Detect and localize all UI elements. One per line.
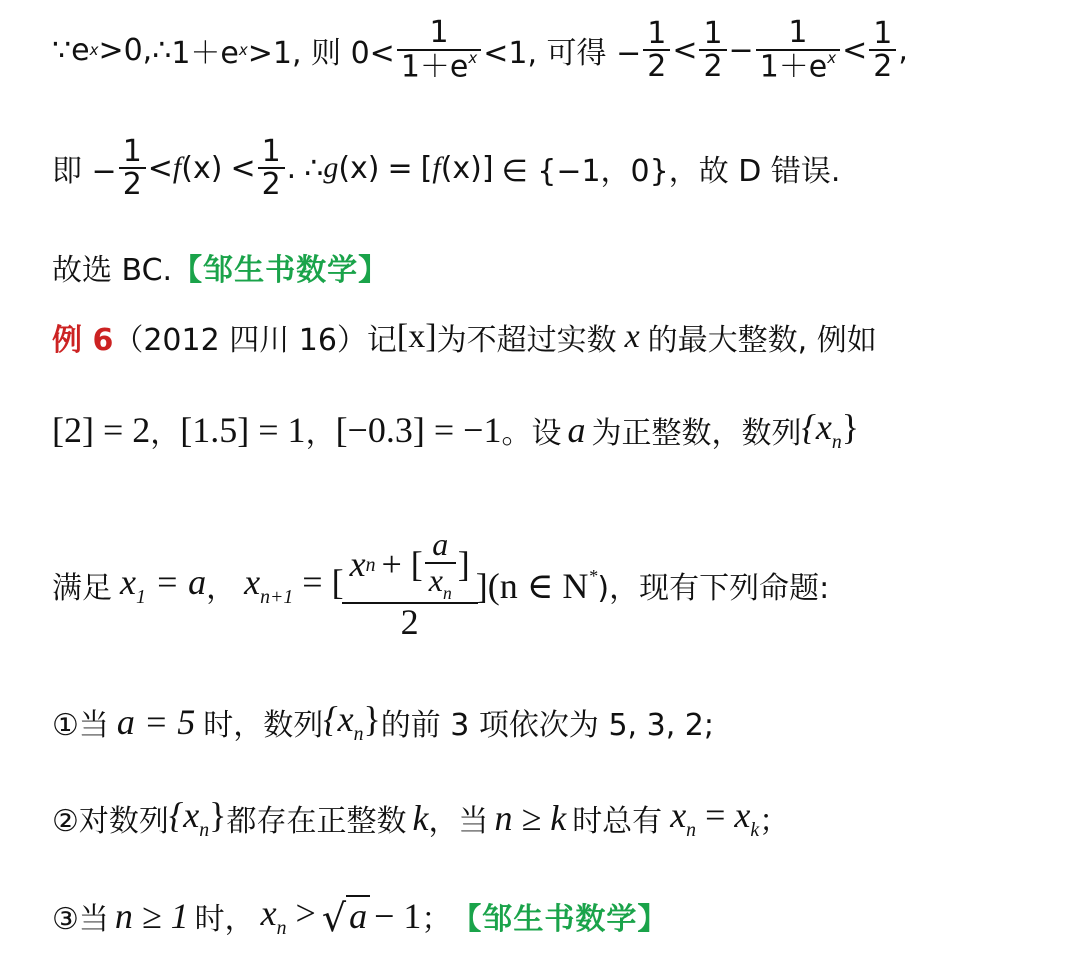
fraction-half [643, 15, 670, 84]
less-than: < [230, 150, 256, 186]
subscript-1: 1 [135, 585, 146, 608]
fraction-denominator [425, 562, 456, 602]
floor-x: [x] [396, 318, 437, 355]
set-membership-text: ∈ {−1，0}，故 D 错误. [501, 154, 841, 189]
line-3 [52, 245, 389, 289]
arg-x: (x) [440, 150, 482, 186]
text: 时，数列 [203, 708, 324, 743]
text-lt1: <1, 可得 − [483, 36, 642, 71]
text: 时总有 [572, 804, 663, 839]
line-7 [52, 694, 714, 750]
var-x: x [260, 893, 277, 934]
fraction-half [258, 133, 285, 202]
text-one-plus-e: 1＋e [171, 36, 239, 71]
var-x: x [244, 562, 261, 603]
subscript-n: n [199, 818, 210, 841]
less-than: < [842, 32, 868, 68]
eq-a: = a [154, 562, 207, 603]
subscript-k: k [750, 818, 760, 841]
equals: = [387, 150, 413, 186]
var-x: x [349, 544, 366, 585]
fraction-numerator: 1 [703, 15, 723, 51]
separator: ， [305, 416, 336, 451]
var-a: a [432, 526, 449, 563]
text: 的前 3 项依次为 5, 3, 2; [380, 708, 714, 743]
var-x: x [670, 795, 687, 836]
proposition-1: ①当 [52, 708, 109, 743]
exponent-x: x [827, 48, 837, 67]
closing-expr: ](n ∈ N [475, 566, 589, 606]
separator: ， [150, 416, 181, 451]
fraction-denominator [756, 49, 840, 83]
therefore-symbol: ∴ [304, 150, 324, 186]
arg-x: (x) [338, 150, 380, 186]
fraction-denominator: 2 [119, 167, 146, 201]
greater-than: > [295, 893, 316, 934]
example-source: （2012 四川 16）记 [113, 323, 397, 358]
text: 都存在正整数 [226, 804, 407, 839]
fraction-half [119, 133, 146, 202]
less-than: < [147, 150, 173, 186]
period: . [286, 150, 297, 186]
subscript-n: n [442, 582, 452, 603]
semicolon: ； [421, 902, 452, 937]
line-1 [52, 10, 908, 90]
fraction-1-over-1-plus-ex [397, 17, 481, 83]
var-a: a [567, 410, 586, 450]
var-x: x [624, 318, 640, 355]
text-gt1: >1, 则 0< [247, 36, 395, 71]
example-floor-1-5: [1.5] = 1 [180, 410, 306, 450]
text: 为正整数，数列 [591, 416, 802, 451]
denominator-text: 1＋e [759, 49, 828, 85]
subscript-n: n [831, 430, 842, 453]
example-label: 例 6 [52, 323, 114, 358]
exponent-x: x [89, 41, 99, 59]
therefore-symbol: ∴ [152, 32, 172, 68]
line-9 [52, 886, 668, 946]
subscript-n: n [353, 722, 364, 745]
var-x: x [428, 561, 443, 598]
text: 为不超过实数 [436, 323, 617, 358]
minus-one: − 1 [374, 896, 422, 936]
example-floor-2: [2] = 2 [52, 410, 151, 450]
seq-x: {x [801, 407, 832, 448]
e-base: e [71, 32, 90, 68]
fraction-denominator: 2 [342, 602, 478, 642]
proposition-2: ②对数列 [52, 804, 169, 839]
line-5 [52, 402, 859, 458]
condition-n-ge-k: n ≥ k [494, 798, 567, 838]
fraction-numerator: 1 [647, 15, 667, 51]
subscript-n: n [686, 818, 697, 841]
semicolon: ； [759, 804, 790, 839]
condition-n-ge-1: n ≥ 1 [114, 896, 189, 936]
arg-x: (x) [181, 150, 223, 186]
var-x: x [120, 562, 136, 603]
fraction-a-over-xn [425, 528, 456, 602]
text: 的最大整数, 例如 [647, 323, 877, 358]
brace-close: } [363, 699, 381, 740]
line-8 [52, 790, 789, 846]
text: 。设 [501, 416, 562, 451]
fraction-numerator [346, 528, 474, 602]
fraction-1-over-1-plus-ex [756, 17, 840, 83]
line-2 [52, 128, 840, 208]
because-symbol: ∵ [52, 32, 72, 68]
sqrt-a [321, 895, 370, 940]
text: 时， [194, 902, 255, 937]
fraction-denominator [397, 49, 481, 83]
fraction-numerator: 1 [122, 133, 142, 169]
answer-text: 故选 BC. [52, 253, 173, 288]
text: 满足 [52, 571, 112, 606]
fraction-half [869, 15, 896, 84]
source-tag: 【邹生书数学】 [172, 253, 390, 288]
fraction-numerator: 1 [788, 15, 808, 51]
source-tag: 【邹生书数学】 [451, 902, 669, 937]
fraction-denominator: 2 [258, 167, 285, 201]
text-gt0: >0, [98, 32, 153, 68]
seq-x: {x [168, 795, 200, 836]
radical-sign-icon: √ [321, 895, 347, 940]
bracket-close: ] [481, 150, 494, 186]
comma: , [898, 32, 908, 68]
fraction-denominator: 2 [699, 49, 726, 83]
example-floor-neg: [−0.3] = −1 [335, 410, 502, 450]
minus-sign: − [728, 32, 754, 68]
exponent-x: x [468, 48, 478, 67]
func-f: f [432, 151, 441, 184]
text-ji: 即 − [52, 154, 117, 189]
exponent-x: x [238, 41, 248, 59]
line-4 [52, 312, 877, 362]
subscript-n: n [365, 553, 376, 576]
denominator-text: 1＋e [400, 49, 469, 85]
brace-close: } [841, 407, 859, 448]
less-than: < [672, 32, 698, 68]
fraction-denominator: 2 [643, 49, 670, 83]
fraction-numerator: 1 [873, 15, 893, 51]
var-k: k [412, 798, 429, 838]
fraction-half [699, 15, 726, 84]
fraction-denominator: 2 [869, 49, 896, 83]
subscript-n: n [276, 916, 287, 939]
recursion-fraction [346, 528, 474, 642]
func-g: g [323, 151, 339, 184]
proposition-3: ③当 [52, 902, 109, 937]
line-6 [52, 510, 829, 660]
subscript-n-plus-1: n+1 [260, 585, 294, 608]
seq-x: {x [323, 699, 354, 740]
var-a: a [346, 895, 370, 937]
eq-bracket: = [ [302, 562, 344, 603]
func-f: f [172, 151, 182, 184]
text: ，当 [428, 804, 489, 839]
brace-close: } [209, 795, 227, 836]
plus-bracket: + [ [381, 544, 423, 585]
fraction-numerator: 1 [261, 133, 281, 169]
equals: = [705, 795, 726, 836]
bracket-open: [ [420, 150, 433, 186]
superscript-star: * [588, 565, 598, 586]
condition-a-eq-5: a = 5 [116, 702, 196, 742]
fraction-numerator: 1 [429, 15, 449, 51]
var-x: x [734, 795, 751, 836]
text: )，现有下列命题: [597, 571, 830, 606]
bracket-close: ] [457, 544, 470, 585]
comma: ， [206, 571, 237, 606]
